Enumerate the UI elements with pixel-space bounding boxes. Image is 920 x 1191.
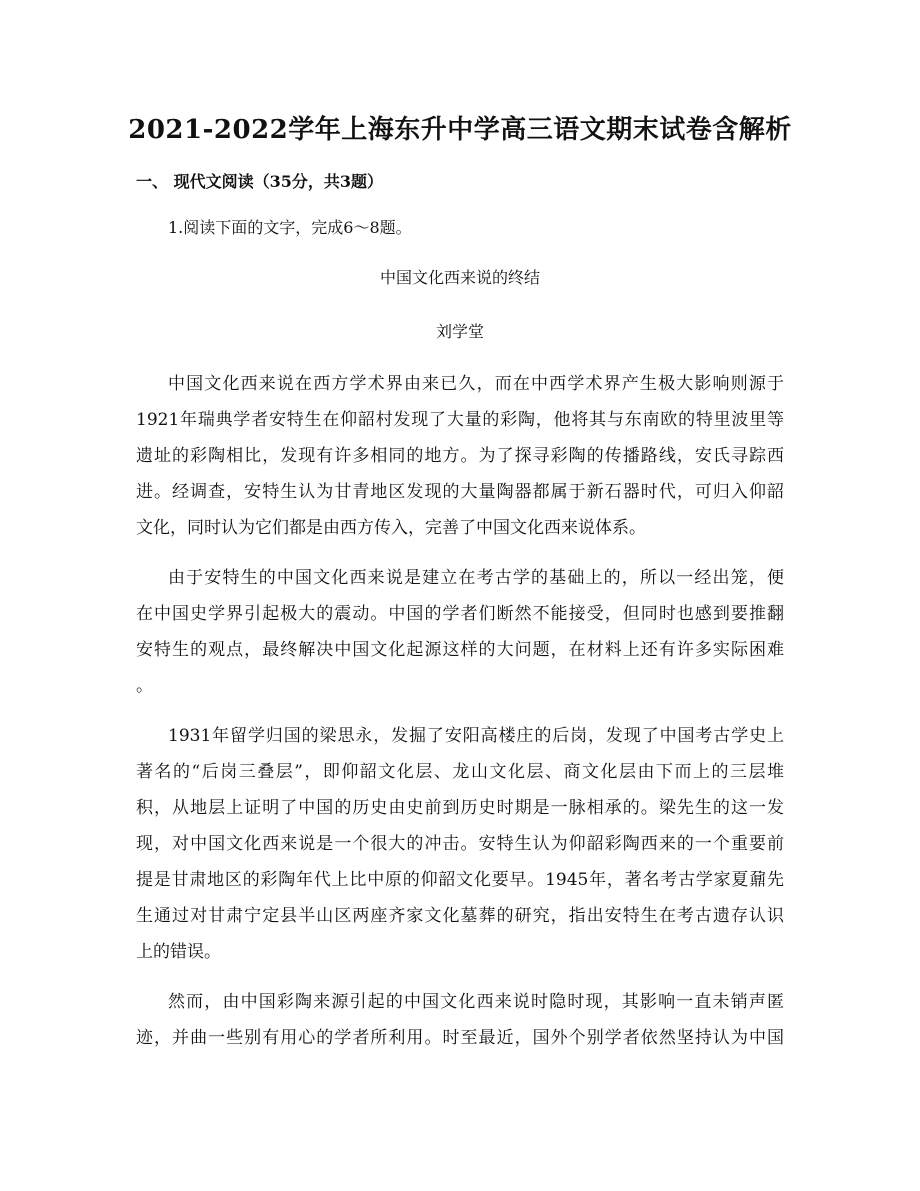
paragraph-line: 1921年瑞典学者安特生在仰韶村发现了大量的彩陶，他将其与东南欧的特里波里等 bbox=[136, 410, 784, 430]
paragraph-line: 安特生的观点，最终解决中国文化起源这样的大问题，在材料上还有许多实际困难 bbox=[136, 640, 784, 660]
paragraph-line: 进。经调查，安特生认为甘青地区发现的大量陶器都属于新石器时代，可归入仰韶 bbox=[136, 482, 784, 502]
article-title: 中国文化西来说的终结 bbox=[379, 268, 540, 287]
paragraph-line: 积，从地层上证明了中国的历史由史前到历史时期是一脉相承的。梁先生的这一发 bbox=[136, 798, 784, 818]
paragraph-line: 著名的“后岗三叠层”，即仰韶文化层、龙山文化层、商文化层由下而上的三层堆 bbox=[136, 762, 784, 782]
section-heading: 一、 现代文阅读（35分，共3题） bbox=[136, 172, 383, 191]
paragraph-line: 上的错误。 bbox=[136, 942, 221, 962]
paragraph-line: 文化，同时认为它们都是由西方传入，完善了中国文化西来说体系。 bbox=[136, 518, 646, 538]
document-title: 2021-2022学年上海东升中学高三语文期末试卷含解析 bbox=[128, 115, 792, 145]
paragraph-line: 然而，由中国彩陶来源引起的中国文化西来说时隐时现，其影响一直未销声匿 bbox=[168, 992, 784, 1012]
question-prompt: 1.阅读下面的文字，完成6～8题。 bbox=[168, 218, 412, 237]
article-author: 刘学堂 bbox=[435, 322, 484, 341]
paragraph-line: 提是甘肃地区的彩陶年代上比中原的仰韶文化要早。1945年，著名考古学家夏鼐先 bbox=[136, 870, 784, 890]
article-paragraph bbox=[136, 366, 784, 546]
paragraph-line: 现，对中国文化西来说是一个很大的冲击。安特生认为仰韶彩陶西来的一个重要前 bbox=[136, 834, 784, 854]
article-paragraph bbox=[136, 560, 784, 704]
paragraph-line: 迹，并曲一些别有用心的学者所利用。时至最近，国外个别学者依然坚持认为中国 bbox=[136, 1028, 784, 1048]
paragraph-line: 。 bbox=[136, 676, 153, 696]
paragraph-line: 在中国史学界引起极大的震动。中国的学者们断然不能接受，但同时也感到要推翻 bbox=[136, 604, 784, 624]
paragraph-line: 1931年留学归国的梁思永，发掘了安阳高楼庄的后岗，发现了中国考古学史上 bbox=[168, 726, 784, 746]
paragraph-line: 中国文化西来说在西方学术界由来已久，而在中西学术界产生极大影响则源于 bbox=[168, 374, 784, 394]
paragraph-line: 遗址的彩陶相比，发现有许多相同的地方。为了探寻彩陶的传播路线，安氏寻踪西 bbox=[136, 446, 784, 466]
paragraph-line: 生通过对甘肃宁定县半山区两座齐家文化墓葬的研究，指出安特生在考古遗存认识 bbox=[136, 906, 784, 926]
article-paragraph bbox=[136, 718, 784, 970]
article-paragraph bbox=[136, 984, 784, 1056]
paragraph-line: 由于安特生的中国文化西来说是建立在考古学的基础上的，所以一经出笼，便 bbox=[168, 568, 784, 588]
